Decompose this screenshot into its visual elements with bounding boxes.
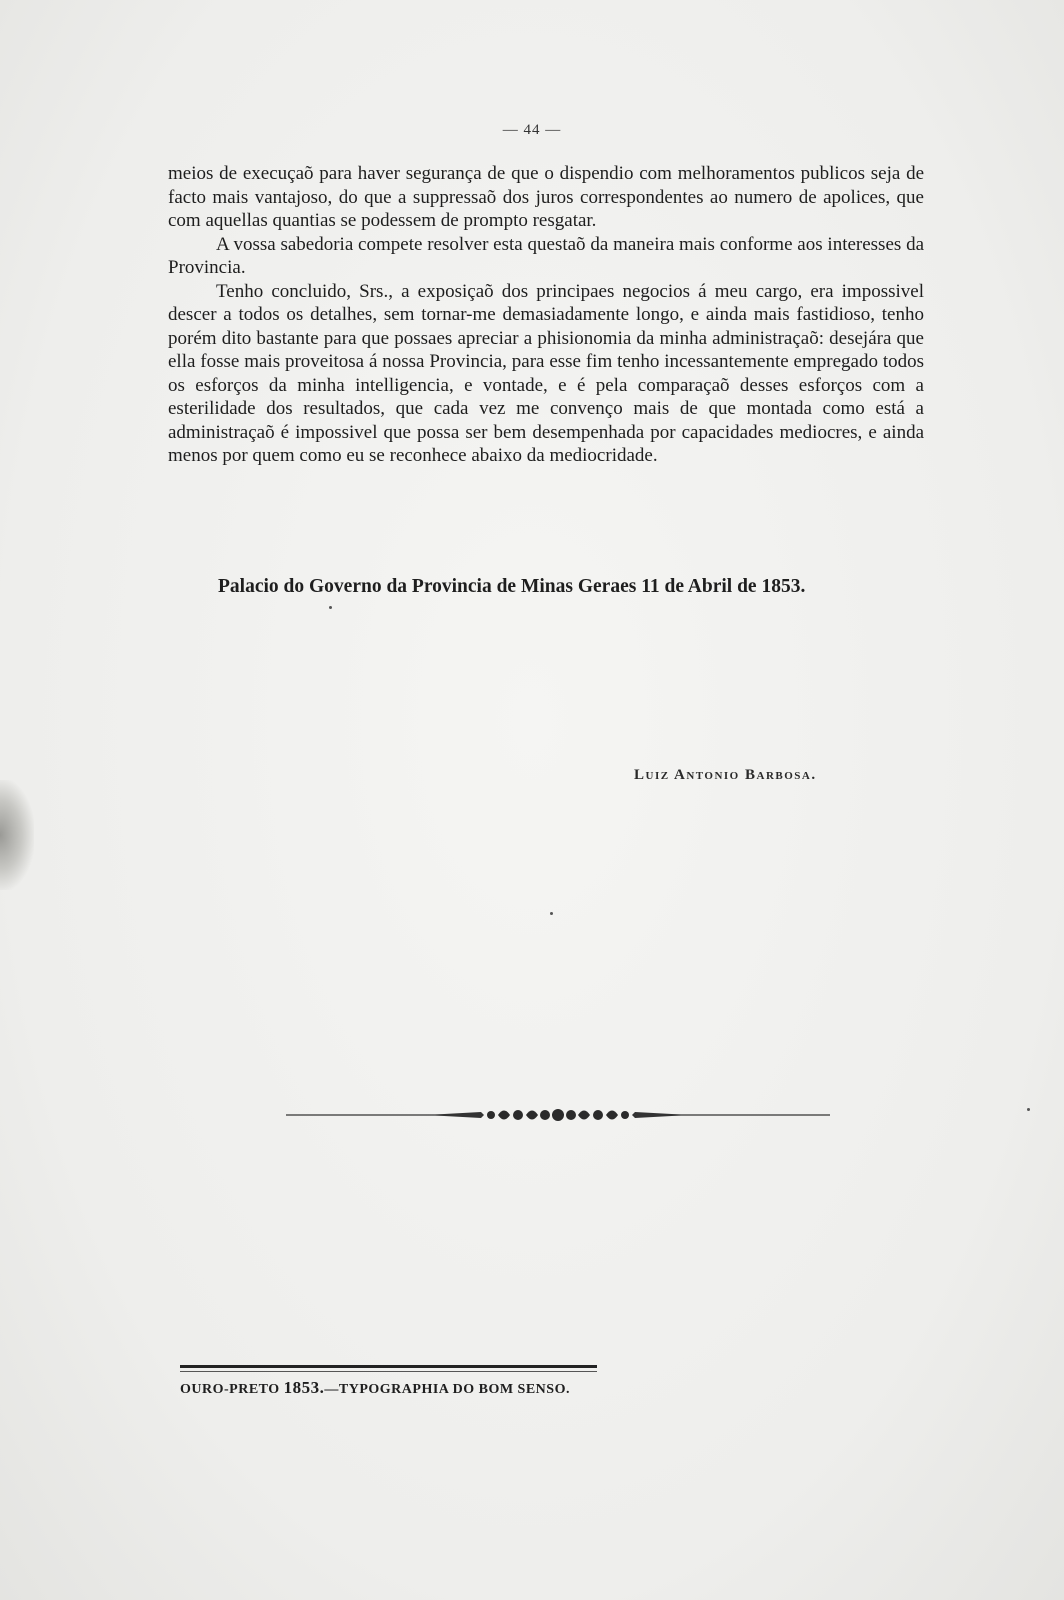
speck [1027, 1108, 1030, 1111]
printer-imprint [180, 1378, 600, 1398]
paragraph: Tenho concluido, Srs., a exposiçaõ dos principaes negocios á meu cargo, era impossivel descer a todos os detalhes, sem tornar-me demasiadamente longo, e ainda mais fastidioso, tenho porém dito bastante para que possaes apreciar a phisionomia da minha administraçaõ: desejára que ella fosse mais proveitosa á nossa Provincia, para esse fim tenho incessantemente empregado todos os esforços da minha intelligencia, e vontade, e é pela comparaçaõ desses esforços com a esterilidade dos resultados, que cada vez me convenço mais de que montada como está a administraçaõ é impossivel que possa ser bem desempenhada por capacidades mediocres, e ainda menos por quem como eu se reconhece abaixo da mediocridade. [168, 280, 924, 466]
speck [550, 912, 553, 915]
footer-rule-thin [180, 1371, 597, 1372]
speck [329, 606, 332, 609]
imprint-place: OURO-PRETO [180, 1382, 280, 1397]
page-number: — 44 — [502, 122, 562, 138]
body-text [168, 162, 924, 468]
paragraph: meios de execuçaõ para haver segurança de que o dispendio com melhoramentos publicos seja de facto mais vantajoso, do que a suppressaõ dos juros correspondentes ao numero de apolices, que com aquellas quantias se podessem de prompto resgatar. [168, 163, 924, 231]
dateline: Palacio do Governo da Provincia de Minas Geraes 11 de Abril de 1853. [218, 576, 806, 597]
paragraph: A vossa sabedoria compete resolver esta questaõ da maneira mais conforme aos interesses da Provincia. [168, 233, 924, 278]
typographic-ornament-rule-icon [286, 1100, 830, 1130]
page-edge-shadow [0, 780, 34, 890]
footer-rule [180, 1365, 597, 1368]
imprint-printer: —TYPOGRAPHIA DO BOM SENSO. [324, 1382, 570, 1397]
signature: Luiz Antonio Barbosa. [634, 767, 817, 783]
imprint-year: 1853. [283, 1378, 325, 1397]
